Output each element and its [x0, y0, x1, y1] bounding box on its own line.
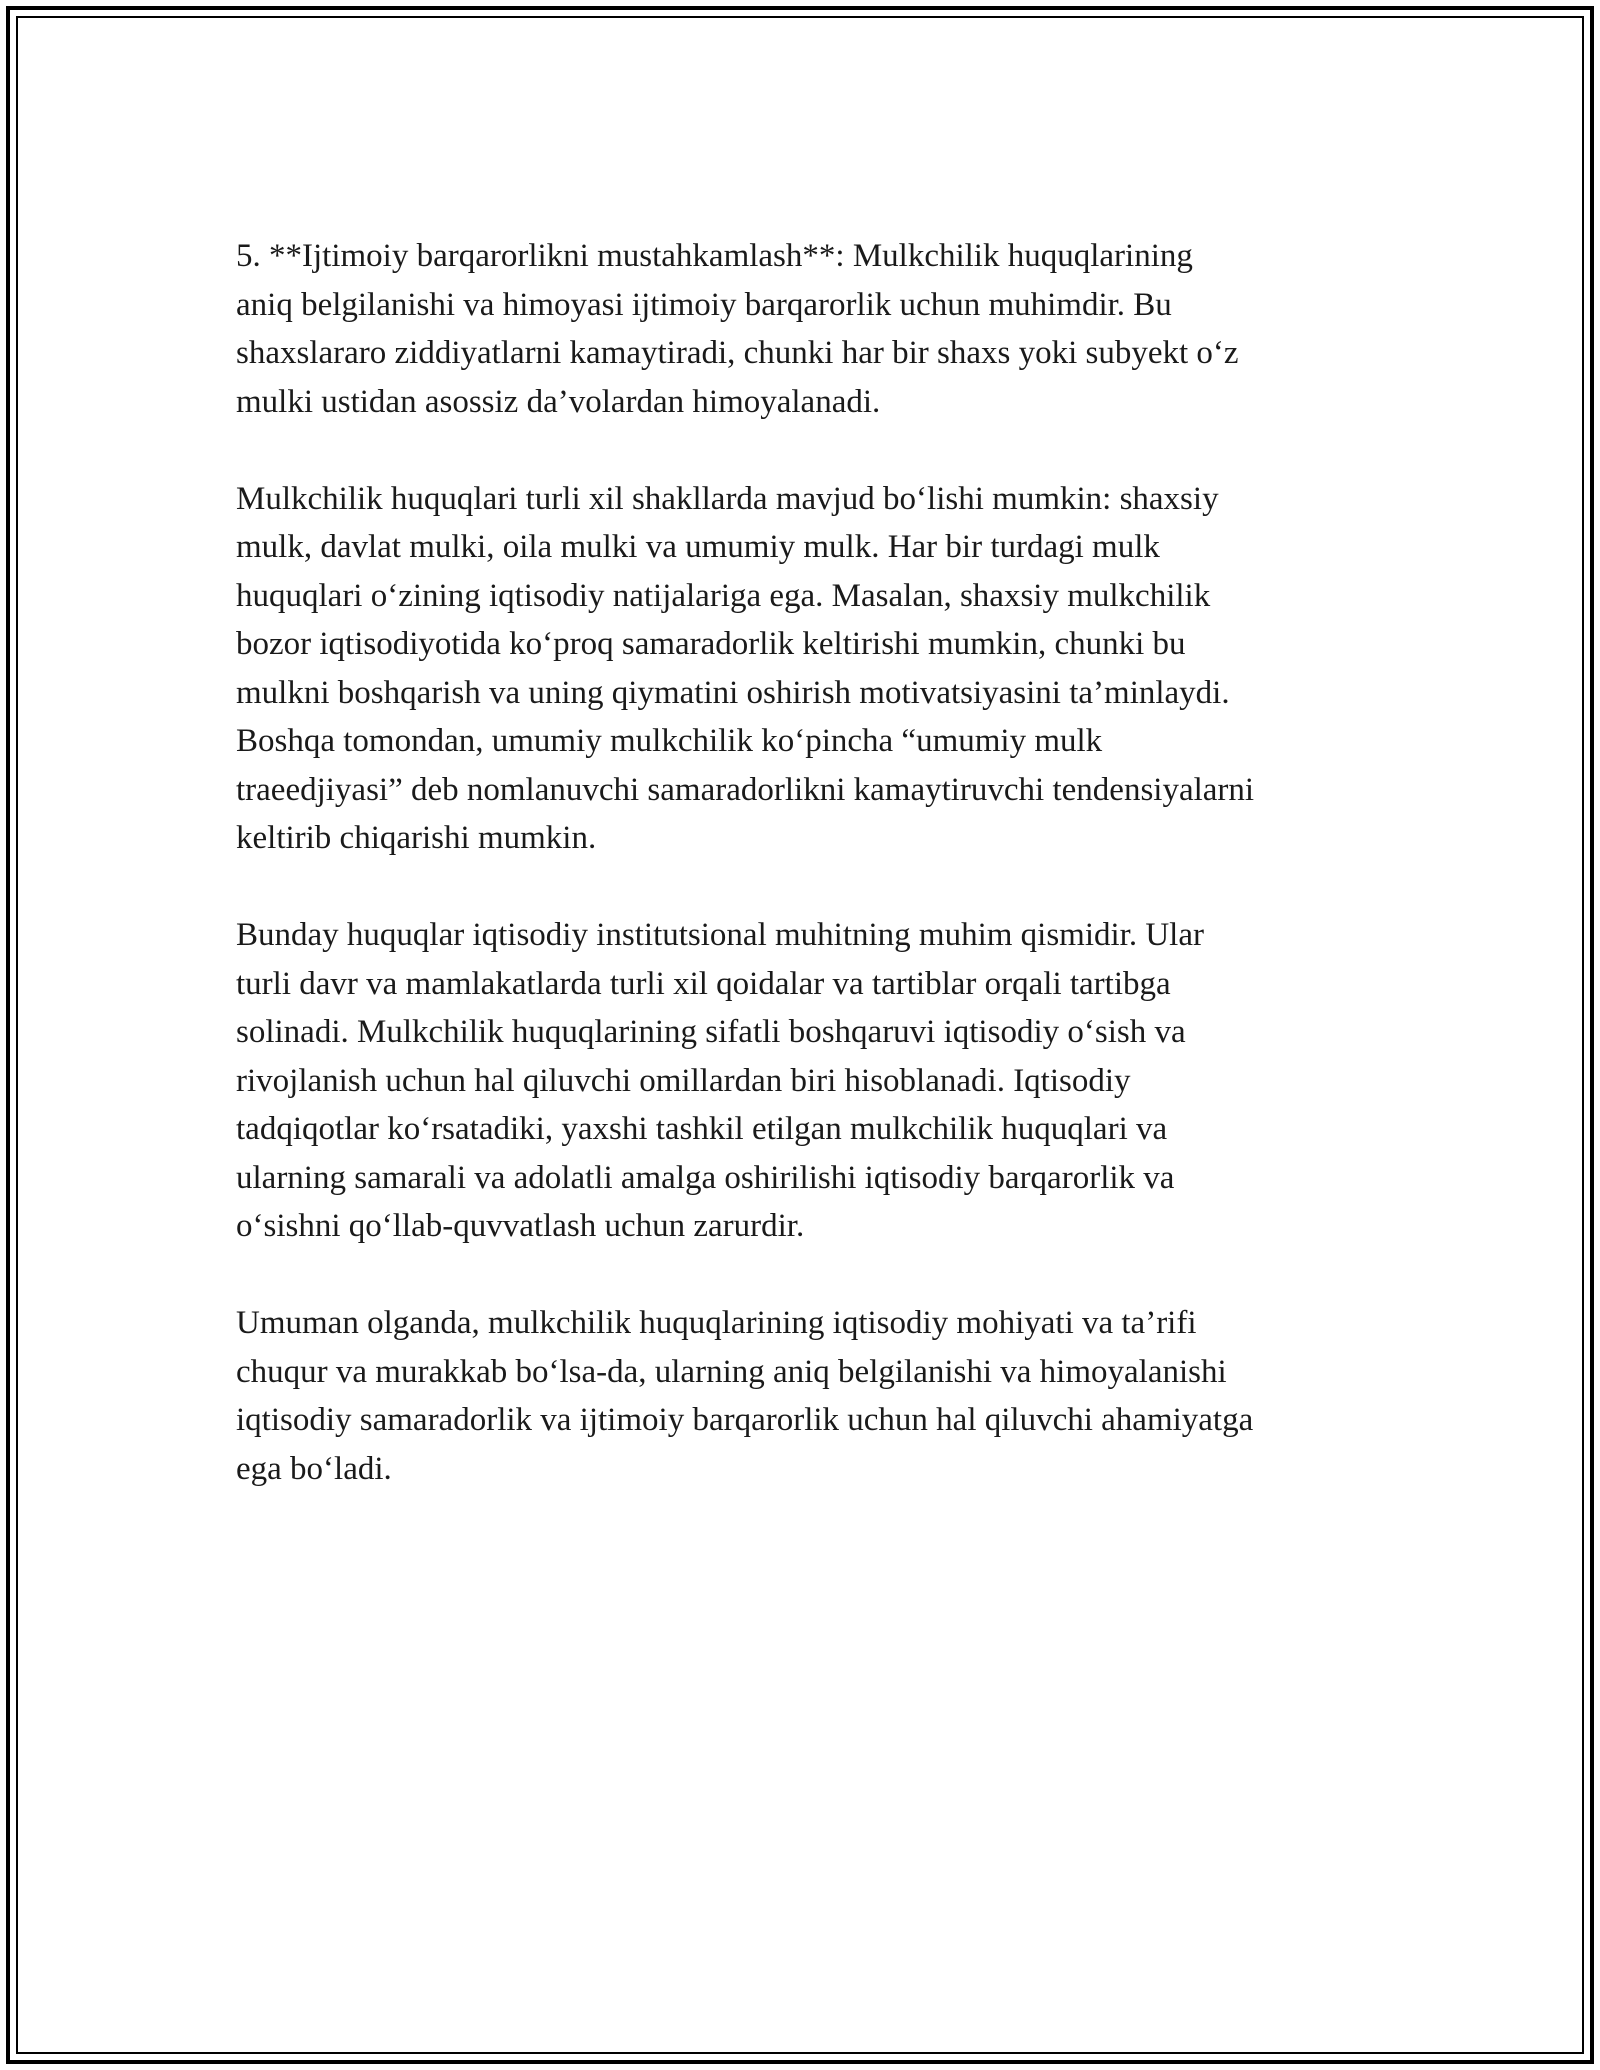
paragraph-social-stability: 5. **Ijtimoiy barqarorlikni mustahkamlash**: Mulkchilik huquqlarining aniq belgilanishi va himoyasi ijtimoiy barqarorlik uchun muhimdir. Bu shaxslararo ziddiyatlarni kamaytiradi, chunki har bir shaxs yoki subyekt o‘z mulki ustidan asossiz da’volardan himoyalanadi. — [236, 238, 1239, 420]
paragraph-conclusion: Umuman olganda, mulkchilik huquqlarining iqtisodiy mohiyati va ta’rifi chuqur va murakkab bo‘lsa-da, ularning aniq belgilanishi va himoyalanishi iqtisodiy samaradorlik va ijtimoiy barqarorlik uchun hal qiluvchi ahamiyatga ega bo‘ladi. — [236, 1305, 1254, 1487]
document-body — [236, 232, 1376, 1542]
paragraph-institutional-environment: Bunday huquqlar iqtisodiy institutsional muhitning muhim qismidir. Ular turli davr va mamlakatlarda turli xil qoidalar va tartiblar orqali tartibga solinadi. Mulkchilik huquqlarining sifatli boshqaruvi iqtisodiy o‘sish va rivojlanish uchun hal qiluvchi omillardan biri hisoblanadi. Iqtisodiy tadqiqotlar ko‘rsatadiki, yaxshi tashkil etilgan mulkchilik huquqlari va ularning samarali va adolatli amalga oshirilishi iqtisodiy barqarorlik va o‘sishni qo‘llab-quvvatlash uchun zarurdir. — [236, 917, 1204, 1244]
paragraph-property-forms: Mulkchilik huquqlari turli xil shakllarda mavjud bo‘lishi mumkin: shaxsiy mulk, davlat mulki, oila mulki va umumiy mulk. Har bir turdagi mulk huquqlari o‘zining iqtisodiy natijalariga ega. Masalan, shaxsiy mulkchilik bozor iqtisodiyotida ko‘proq samaradorlik keltirishi mumkin, chunki bu mulkni boshqarish va uning qiymatini oshirish motivatsiyasini ta’minlaydi. Boshqa tomondan, umumiy mulkchilik ko‘pincha “umumiy mulk traeedjiyasi” deb nomlanuvchi samaradorlikni kamaytiruvchi tendensiyalarni keltirib chiqarishi mumkin. — [236, 480, 1255, 856]
